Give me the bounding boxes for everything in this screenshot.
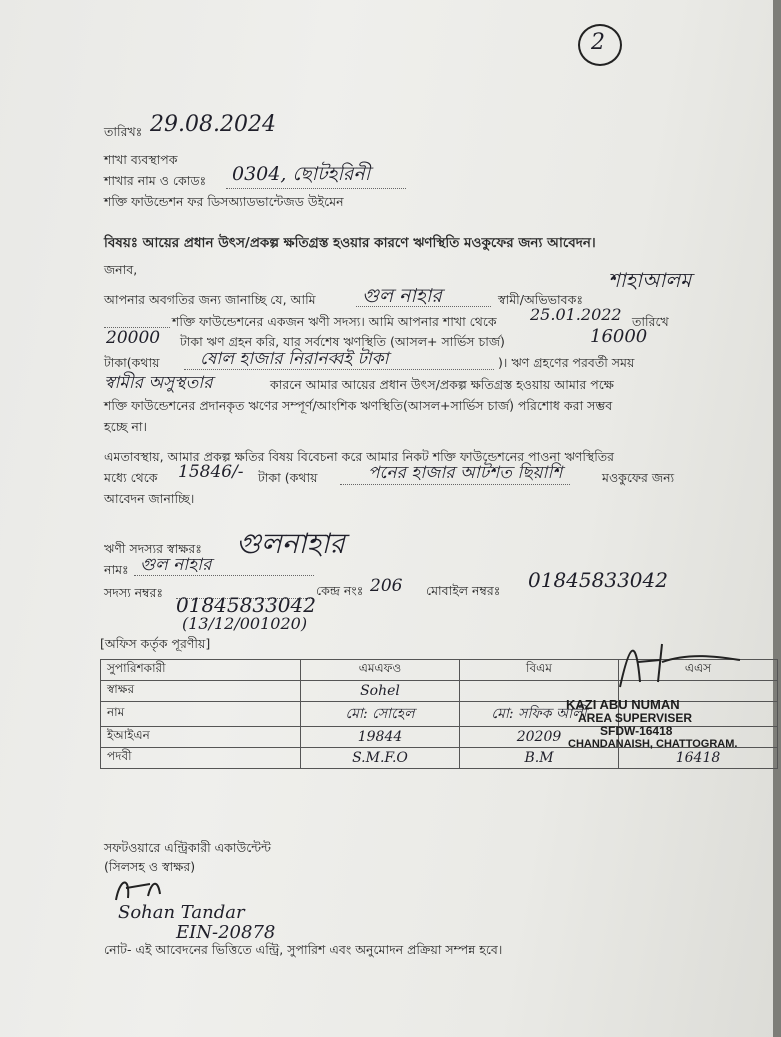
date-label: তারিখঃ — [104, 124, 143, 139]
table-cell: Sohel — [301, 681, 460, 702]
table-row — [101, 748, 778, 769]
member-name-written: গুল নাহার — [362, 285, 442, 307]
stamp-line-2: AREA SUPERVISER — [578, 711, 693, 725]
loan-date-written: 25.01.2022 — [530, 305, 622, 324]
member-name: গুল নাহার — [140, 555, 212, 575]
para2-text-2: মধ্যে থেকে — [104, 470, 158, 485]
stamp-line-4: CHANDANAISH, CHATTOGRAM. — [568, 738, 738, 750]
mobile-number: 01845833042 — [528, 568, 668, 592]
para1-text-7: )। ঋণ গ্রহণের পরবর্তী সময় — [498, 355, 635, 370]
table-header: এএস — [619, 660, 778, 681]
para1-text-2: স্বামী/অভিভাবকঃ — [498, 292, 583, 307]
balance-written: 16000 — [590, 326, 648, 347]
para1-text-9: শক্তি ফাউন্ডেশনের প্রদানকৃত ঋণের সম্পূর্ণ/আংশিক ঋণস্থিতি(আসল+সার্ভিস চার্জ) পরিশোধ করা সম্ভব — [104, 398, 613, 413]
table-cell: B.M — [460, 748, 619, 769]
loan-amount-written: 20000 — [106, 328, 161, 348]
subject-line: বিষয়ঃ আয়ের প্রধান উৎস/প্রকল্প ক্ষতিগ্রস্ত হওয়ার কারণে ঋণস্থিতি মওকুফের জন্য আবেদন। — [104, 235, 596, 251]
accountant-signature: Sohan Tandar — [118, 902, 245, 923]
recipient-title: শাখা ব্যবস্থাপক — [104, 152, 178, 167]
table-header: বিএম — [460, 660, 619, 681]
member-signature: গুলনাহার — [236, 527, 345, 560]
guardian-name-written: শাহাআলম — [608, 268, 692, 292]
organization-name: শক্তি ফাউন্ডেশন ফর ডিসঅ্যাডভান্টেজড উইমেন — [104, 194, 344, 209]
para2-text-1: এমতাবস্থায়, আমার প্রকল্প ক্ষতির বিষয় বিবেচনা করে আমার নিকট শক্তি ফাউন্ডেশনের পাওনা ঋণস্থিতির — [104, 449, 615, 464]
table-cell: মো: সফিক আলী — [460, 702, 619, 727]
para1-text-6: টাকা(কথায় — [104, 355, 160, 370]
member-name-label: নামঃ — [104, 562, 129, 577]
footnote: নোট- এই আবেদনের ভিত্তিতে এন্ট্রি, সুপারিশ এবং অনুমোদন প্রক্রিয়া সম্পন্ন হবে। — [104, 942, 503, 957]
para1-text-8: কারনে আমার আয়ের প্রধান উৎস/প্রকল্প ক্ষতিগ্রস্ত হওয়ায় আমার পক্ষে — [270, 377, 614, 392]
salutation: জনাব, — [104, 262, 138, 277]
supervisor-signature-icon — [600, 632, 750, 692]
para2-text-4: মওকুফের জন্য — [602, 470, 675, 485]
stamp-line-3: SFDW-16418 — [600, 724, 673, 738]
table-cell: 19844 — [301, 727, 460, 748]
para1-text-1: আপনার অবগতির জন্য জানাচ্ছি যে, আমি — [104, 292, 316, 307]
accountant-title: সফটওয়ারে এন্ট্রিকারী একাউন্টেন্ট — [104, 840, 271, 855]
office-note: [অফিস কর্তৃক পূরণীয়] — [100, 636, 211, 651]
para1-text-5: টাকা ঋণ গ্রহন করি, যার সর্বশেষ ঋণস্থিতি (আসল+ সার্ভিস চার্জ) — [180, 334, 505, 349]
waiver-amount-written: 15846/- — [178, 462, 244, 482]
member-no: 01845833042 — [176, 593, 316, 617]
branch-label: শাখার নাম ও কোডঃ — [104, 173, 207, 188]
table-header: এমএফও — [301, 660, 460, 681]
page-edge — [773, 0, 781, 1037]
table-header: সুপারিশকারী — [101, 660, 301, 681]
mobile-label: মোবাইল নম্বরঃ — [426, 583, 501, 598]
para2-text-5: আবেদন জানাচ্ছি। — [104, 491, 195, 506]
table-row-label: ইআইএন — [101, 727, 301, 748]
table-row-label: পদবী — [101, 748, 301, 769]
stamp-line-1: KAZI ABU NUMAN — [566, 697, 680, 712]
reason-written: স্বামীর অসুস্থতার — [104, 373, 213, 393]
balance-words-written: ষোল হাজার নিরানব্বই টাকা — [200, 349, 389, 369]
table-row-label: নাম — [101, 702, 301, 727]
table-cell: S.M.F.O — [301, 748, 460, 769]
member-no-2: (13/12/001020) — [182, 614, 308, 633]
branch-value: 0304, ছোটহরিনী — [232, 163, 371, 185]
para1-text-4: তারিখে — [632, 314, 669, 329]
member-signature-label: ঋণী সদস্যর স্বাক্ষরঃ — [104, 541, 202, 556]
table-row-label: স্বাক্ষর — [101, 681, 301, 702]
center-label: কেন্দ্র নংঃ — [316, 583, 364, 598]
table-cell: 16418 — [619, 748, 778, 769]
accountant-seal-note: (সিলসহ ও স্বাক্ষর) — [104, 859, 196, 874]
table-cell: 20209 — [460, 727, 619, 748]
accountant-ein: EIN-20878 — [176, 922, 276, 943]
para2-text-3: টাকা (কথায় — [258, 470, 318, 485]
waiver-words-written: পনের হাজার আটশত ছিয়াশি — [368, 463, 563, 483]
accountant-initial-icon — [106, 872, 166, 906]
page-number: 2 — [591, 30, 605, 55]
para1-text-10: হচ্ছে না। — [104, 419, 147, 434]
para1-text-3: শক্তি ফাউন্ডেশনের একজন ঋণী সদস্য। আমি আপনার শাখা থেকে — [172, 314, 497, 329]
table-cell: মো: সোহেল — [301, 702, 460, 727]
date-value: 29.08.2024 — [150, 112, 276, 137]
member-no-label: সদস্য নম্বরঃ — [104, 585, 164, 600]
center-no: 206 — [370, 576, 403, 596]
